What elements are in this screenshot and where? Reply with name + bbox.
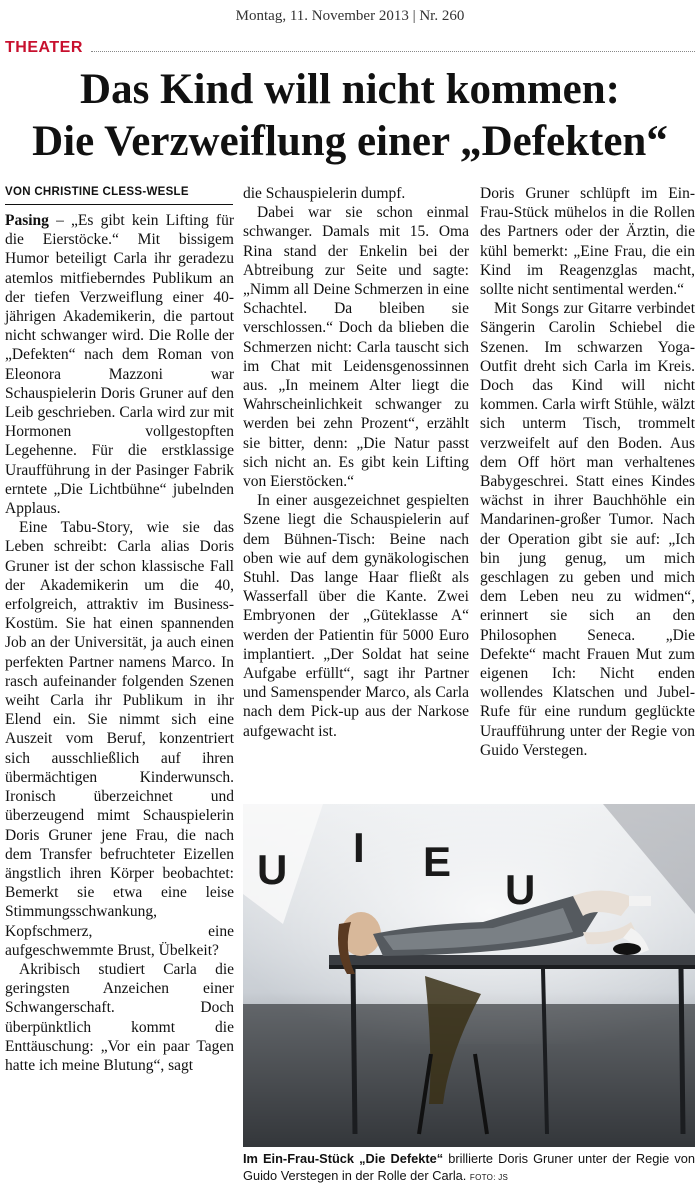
photo-caption <box>243 1150 695 1186</box>
paragraph: Dabei war sie schon einmal schwanger. Damals mit 15. Oma Rina stand der Enkelin bei der Abtreibung zur Seite und sagte: „Nimm all Deine Schmerzen in eine Schachtel. Da bleiben sie verschlossen.“ Doch da blieben die Schmerzen nicht: Carla tauscht sich im Chat mit Leidensgenossinnen aus. „In meinem Alter liegt die Wahrscheinlichkeit schwanger zu werden bei zehn Prozent“, erzählt sie bitter, denn: „Die Natur passt sich nicht an. Es gibt kein Lifting von Eierstöcken.“ <box>243 204 469 491</box>
paragraph-text: – „Es gibt kein Lifting für die Eierstöcke.“ Mit bissigem Humor beteiligt Carla ihr geradezu atemlos mitfieberndes Publikum an der tiefen Verzweiflung einer 40-jährigen Akademikerin, die partout nicht schwanger wird. Die Rolle der „Defekten“ nach dem Roman von Eleonora Mazzoni war Schauspielerin Doris Gruner auf den Leib geschrieben. Carla wird zur mit Hormonen vollgestopften Legehenne. Für die erstklassige Uraufführung in der Pasinger Fabrik erntete „Die Lichtbühne“ jubelnden Applaus. <box>5 212 234 518</box>
lead-place: Pasing <box>5 212 49 229</box>
section-label: THEATER <box>5 39 83 56</box>
stage-photo-illustration <box>243 804 695 1147</box>
dateline: Montag, 11. November 2013 | Nr. 260 <box>235 8 465 24</box>
article-column-3 <box>480 184 695 759</box>
section-header <box>5 38 695 58</box>
caption-title: Im Ein-Frau-Stück „Die Defekte“ <box>243 1151 444 1166</box>
paragraph: In einer ausgezeichnet gespielten Szene liegt die Schauspielerin auf dem Bühnen-Tisch: Beine nach oben wie auf dem gynäkologischen Stuhl. Das lange Haar fließt als Wasserfall über die Kante. Zwei Embryonen der „Güteklasse A“ werden der Patientin für 5000 Euro implantiert. „Der Soldat hat seine Aufgabe erfüllt“, sagt ihr Partner und Samenspender Marco, als Carla nach dem Pick-up aus der Narkose aufgewacht ist. <box>243 492 469 740</box>
article-column-2 <box>243 184 469 759</box>
paragraph: Doris Gruner schlüpft im Ein-Frau-Stück mühelos in die Rollen des Partners oder der Ärztin, die kühl bemerkt: „Eine Frau, die ein Kind im Reagenzglas macht, sollte nicht sentimental werden.“ <box>480 185 695 299</box>
paragraph: die Schauspielerin dumpf. <box>243 185 406 202</box>
headline-line-2: Die Verzweiflung einer „Defekten“ <box>32 118 668 165</box>
byline: VON CHRISTINE CLESS-WESLE <box>5 186 189 198</box>
stage-letter: E <box>423 838 452 885</box>
paragraph: Mit Songs zur Gitarre verbindet Sängerin Carolin Schiebel die Szenen. Im schwarzen Yoga- Outfit dreht sich Carla im Kreis. Doch das Kind will nicht kommen. Carla wirft Stühle, wälzt sich unterm Tisch, trommelt verzweifelt auf den Boden. Aus dem Off hört man verhaltenes Babygeschrei. Statt eines Kindes wächst in ihrer Bauchhöhle ein Mandarinen-großer Tumor. Nach der Operation gibt sie auf: „Ich bin jung genug, um mich geschlagen zu geben und mich dem Leben neu zu widmen“, erinnert sie sich an den Philosophen Seneca. „Die Defekte“ macht Frauen Mut zum eigenen Ich: Nicht enden wollendes Klatschen und Jubel-Rufe für eine rundum geglückte Uraufführung unter der Regie von Guido Verstegen. <box>480 300 695 759</box>
stage-letter: I <box>353 824 365 871</box>
paragraph: Eine Tabu-Story, wie sie das Leben schreibt: Carla alias Doris Gruner ist der schon klassische Fall der Akademikerin um die 40, erfolgreich, attraktiv im Business-Kostüm. Sie hat einen spannenden Job an der Universität, ja auch einen perfekten Partner namens Marco. In rasch aufeinander folgenden Szenen weiht Carla ihr Publikum in ihr Elend ein. Sie nimmt sich eine Auszeit vom Beruf, konzentriert sich ausschließlich auf ihren übermächtigen Kinderwunsch. Ironisch überzeichnet und überzeugend mimt Schauspielerin Doris Gruner jene Frau, die nach dem Transfer befruchteter Eizellen ängstlich ihren Körper beobachtet: Bemerkt sie etwa eine leise Stimmungsschwankung, Kopfschmerz, eine aufgeschwemmte Brust, Übelkeit? <box>5 519 234 959</box>
photo-credit: FOTO: JS <box>469 1173 509 1182</box>
paragraph: Akribisch studiert Carla die geringsten Anzeichen einer Schwangerschaft. Doch überpünktlich kommt die Enttäuschung: „Vor ein paar Tagen hatte ich meine Blutung“, sagt <box>5 960 234 1074</box>
headline-line-1: Das Kind will nicht kommen: <box>80 66 620 113</box>
section-divider <box>91 51 695 52</box>
lead-paragraph <box>5 211 234 518</box>
stage-photo <box>243 804 695 1147</box>
byline-rule <box>5 204 233 205</box>
caption-text: brillierte Doris Gruner unter der Regie von Guido Verstegen in der Rolle der Carla. <box>243 1151 695 1183</box>
stage-letter: U <box>257 846 288 893</box>
article-column-1 <box>5 211 234 1171</box>
stage-letter: U <box>505 866 536 913</box>
headline <box>0 64 700 168</box>
